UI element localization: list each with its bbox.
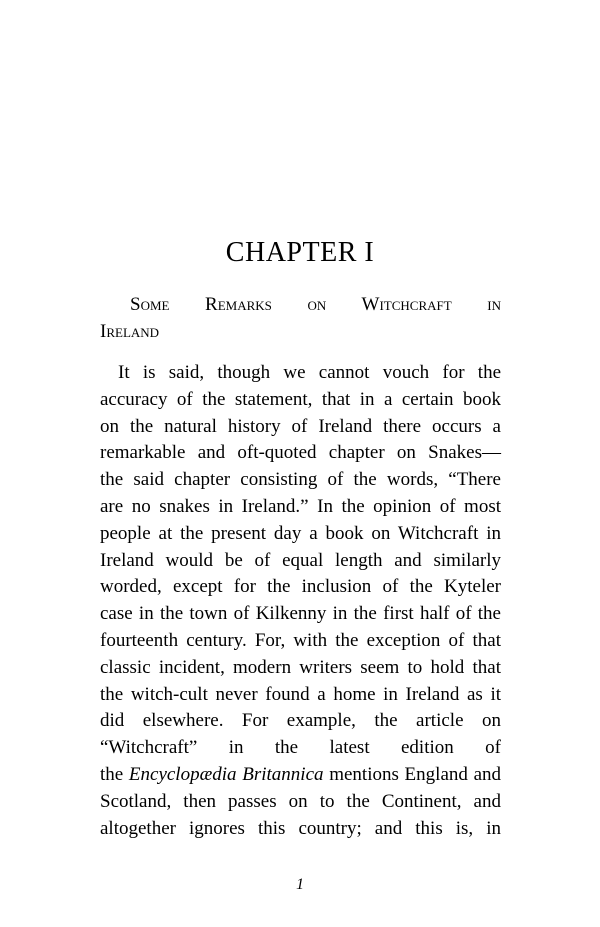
body-line: worded, except for the inclusion of the Kyteler <box>100 576 501 598</box>
body-line: “Witchcraft” in the latest edition of <box>100 737 501 759</box>
section-heading-line-2: Ireland <box>100 321 160 342</box>
body-line: fourteenth century. For, with the exception of that <box>100 629 501 651</box>
body-line: It is said, though we cannot vouch for the <box>118 362 501 383</box>
page-number: 1 <box>296 876 304 893</box>
body-line: case in the town of Kilkenny in the first half of the <box>100 603 501 625</box>
section-heading <box>100 291 501 345</box>
body-line-with-italic-title <box>100 762 501 789</box>
body-line: classic incident, modern writers seem to hold that <box>100 656 501 678</box>
body-line: are no snakes in Ireland.” In the opinion of most <box>100 495 501 517</box>
body-line: Ireland would be of equal length and similarly <box>100 549 501 571</box>
body-line: the said chapter consisting of the words, “There <box>100 469 501 491</box>
italic-book-title: Encyclopædia Britannica <box>128 763 324 785</box>
body-line: accuracy of the statement, that in a certain book <box>100 388 501 410</box>
body-line-text: the <box>100 763 129 785</box>
body-line: on the natural history of Ireland there occurs a <box>100 415 501 437</box>
section-heading-line-1: Some Remarks on Witchcraft in <box>130 294 501 315</box>
body-line: did elsewhere. For example, the article on <box>100 710 501 732</box>
body-line: Scotland, then passes on to the Continent, and <box>100 790 501 812</box>
body-line: the witch-cult never found a home in Ireland as it <box>100 683 501 705</box>
body-line-text: mentions England and <box>323 763 502 785</box>
body-line: altogether ignores this country; and this is, in <box>100 817 501 839</box>
body-line: people at the present day a book on Witchcraft in <box>100 522 501 544</box>
body-line: remarkable and oft-quoted chapter on Snakes— <box>100 442 501 464</box>
chapter-title: CHAPTER I <box>225 237 375 268</box>
body-paragraph <box>100 360 501 842</box>
